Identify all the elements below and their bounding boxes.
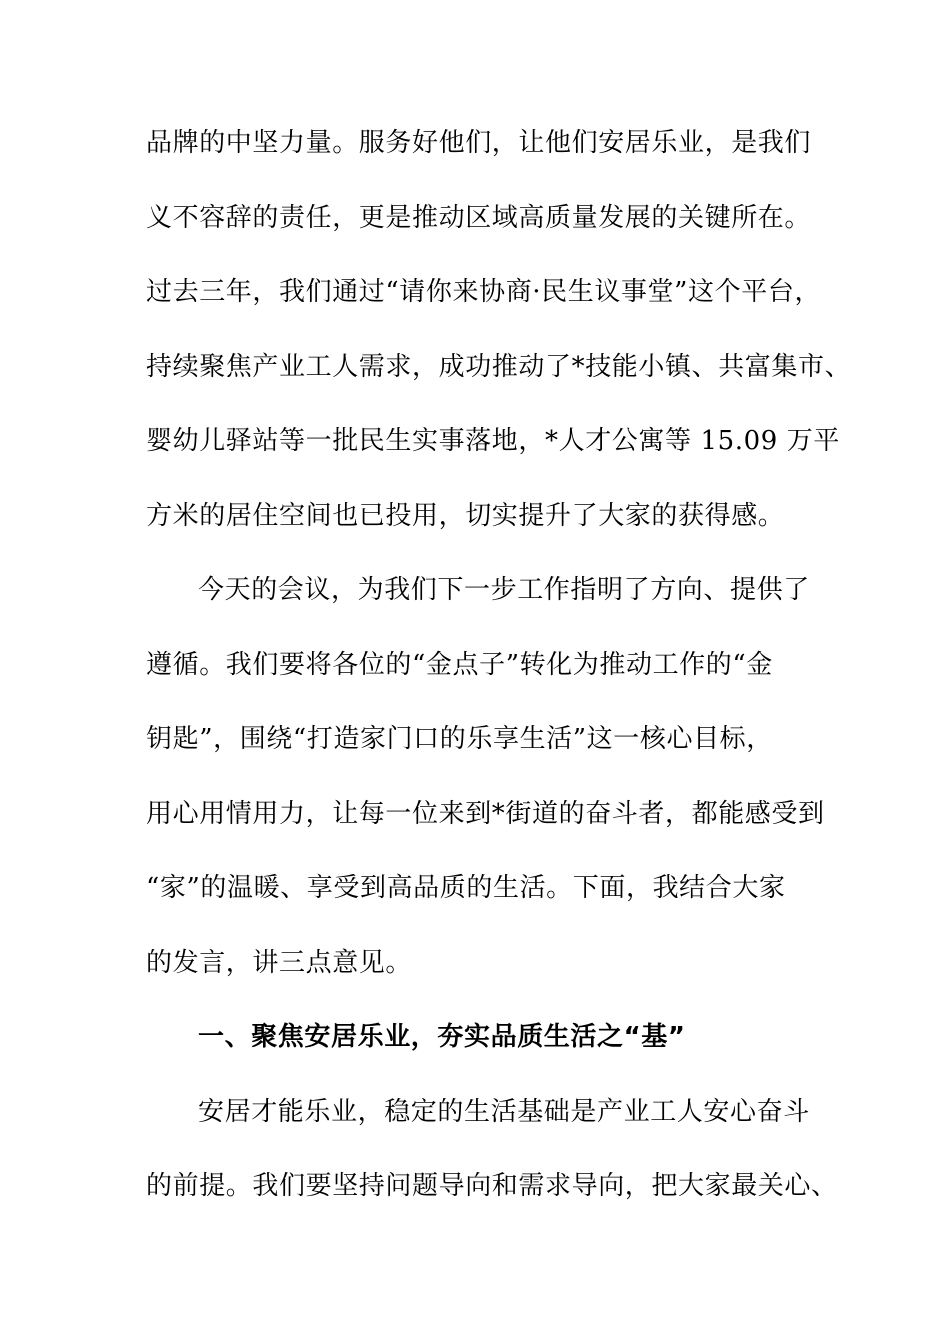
body-text-line: 遵循。我们要将各位的“金点子”转化为推动工作的“金 [146, 650, 773, 680]
body-text-line: 用心用情用力，让每一位来到*街道的奋斗者，都能感受到 [146, 799, 825, 829]
body-text-line: 过去三年，我们通过“请你来协商·民生议事堂”这个平台， [146, 277, 822, 307]
paragraph-first-line: 安居才能乐业，稳定的生活基础是产业工人安心奋斗 [198, 1097, 810, 1127]
body-text-line: “家”的温暖、享受到高品质的生活。下面，我结合大家 [146, 873, 786, 903]
body-text-line: 品牌的中坚力量。服务好他们，让他们安居乐业，是我们 [146, 128, 812, 158]
body-text-line: 的前提。我们要坚持问题导向和需求导向，把大家最关心、 [146, 1171, 838, 1201]
paragraph-first-line: 今天的会议，为我们下一步工作指明了方向、提供了 [198, 575, 810, 605]
section-heading: 一、聚焦安居乐业，夯实品质生活之“基” [198, 1022, 686, 1052]
body-text-line: 义不容辞的责任，更是推动区域高质量发展的关键所在。 [146, 203, 812, 233]
body-text-line: 持续聚焦产业工人需求，成功推动了*技能小镇、共富集市、 [146, 352, 852, 382]
body-text-line: 的发言，讲三点意见。 [146, 948, 413, 978]
body-text-line: 钥匙”，围绕“打造家门口的乐享生活”这一核心目标， [146, 724, 773, 754]
body-text-line: 方米的居住空间也已投用，切实提升了大家的获得感。 [146, 501, 785, 531]
body-text-line: 婴幼儿驿站等一批民生实事落地，*人才公寓等 15.09 万平 [146, 426, 840, 456]
